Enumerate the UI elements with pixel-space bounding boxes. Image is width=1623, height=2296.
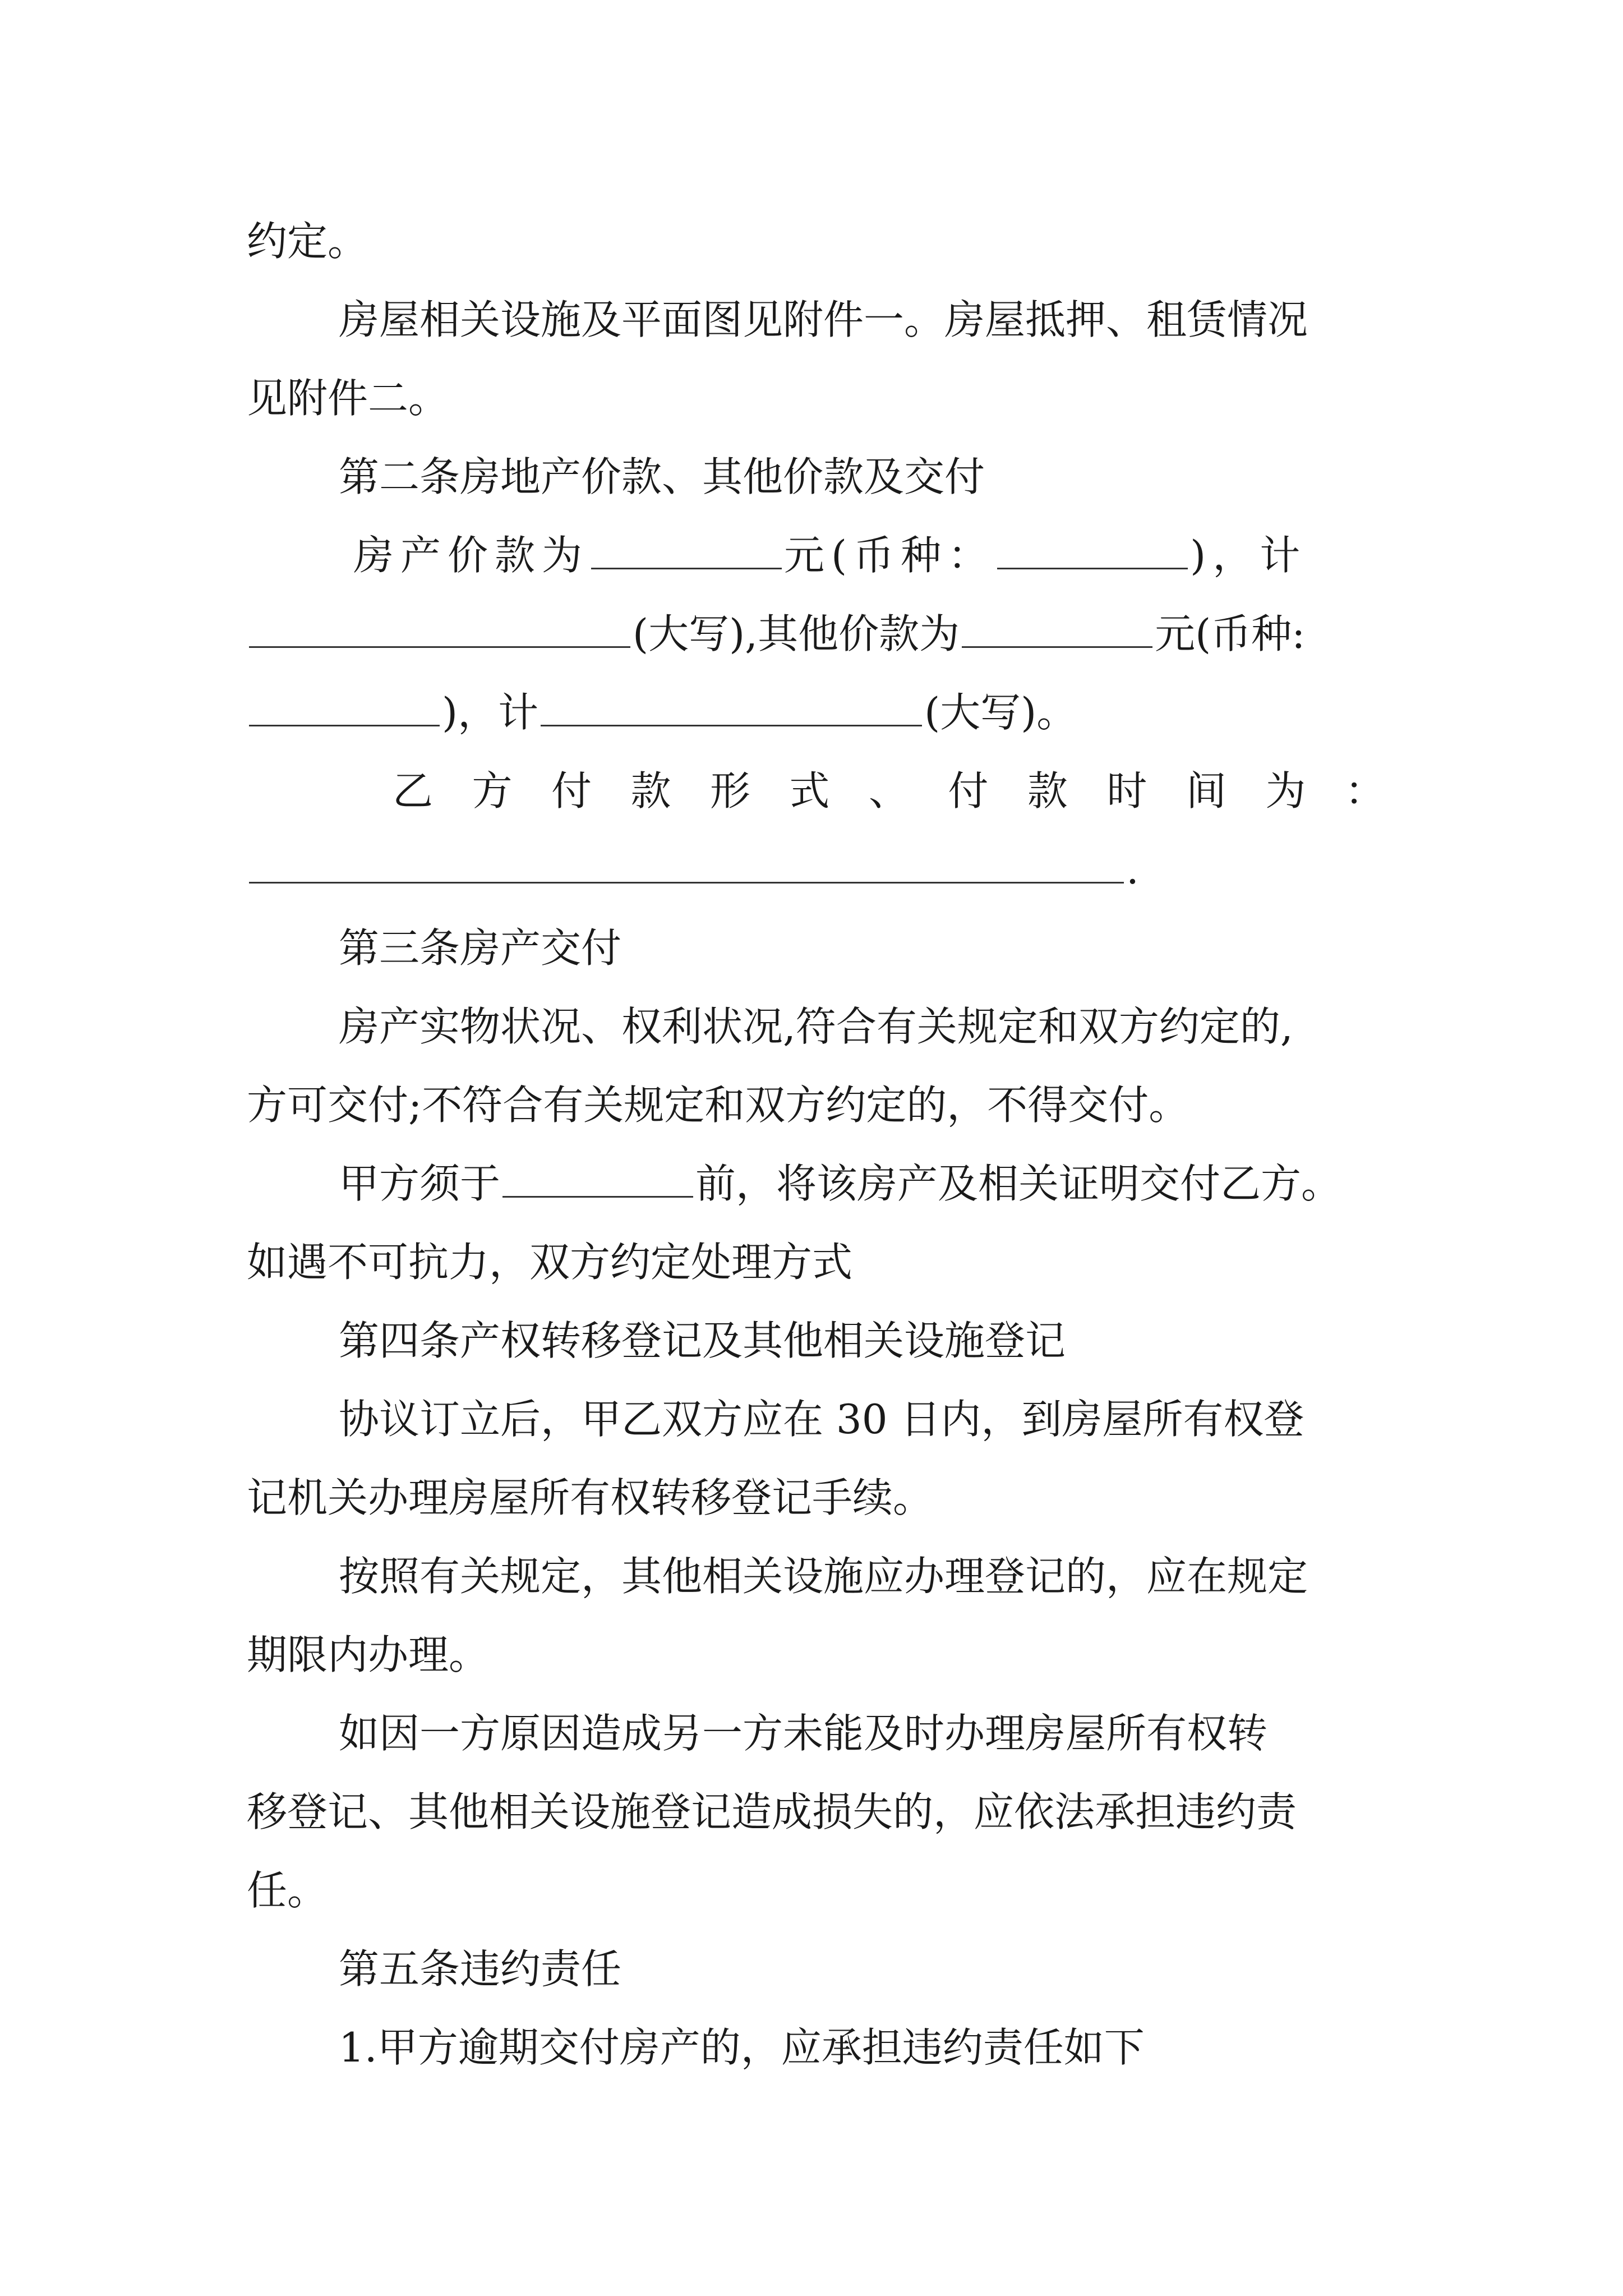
char: 、: [868, 767, 909, 815]
other-price-label: (大写),其他价款为: [633, 610, 960, 657]
currency-label: 元(币种:: [1155, 610, 1306, 657]
capital-amount-blank: [249, 599, 630, 648]
char: 款: [1027, 767, 1068, 815]
delivery-line: [339, 1144, 1385, 1223]
char: 方: [472, 767, 513, 815]
payment-method-line: [247, 752, 1385, 830]
price-line: [353, 516, 1400, 595]
paragraph-line: 按照有关规定，其他相关设施应办理登记的，应在规定: [339, 1553, 1308, 1600]
paragraph-line: 记机关办理房屋所有权转移登记手续。: [247, 1474, 934, 1521]
paragraph-line: 约定。: [247, 218, 368, 265]
total-label: )，计: [1190, 532, 1307, 579]
paragraph-line: 房产实物状况、权利状况,符合有关规定和双方约定的,: [339, 1003, 1293, 1050]
paragraph-line: 房屋相关设施及平面图见附件一。房屋抵押、租赁情况: [339, 296, 1308, 343]
paragraph-line: 见附件二。: [247, 375, 449, 422]
char: 付: [948, 767, 989, 815]
price-label: 房产价款为: [353, 532, 589, 579]
section-heading: 第四条产权转移登记及其他相关设施登记: [339, 1317, 1066, 1364]
section-heading: 第五条违约责任: [339, 1945, 622, 1993]
capital-amount-blank: [541, 678, 922, 726]
delivery-date-blank: [502, 1149, 693, 1198]
currency-blank: [249, 678, 440, 726]
section-heading: 第二条房地产价款、其他价款及交付: [339, 453, 985, 500]
currency-blank: [997, 521, 1188, 569]
paragraph-line: 移登记、其他相关设施登记造成损失的，应依法承担违约责: [247, 1788, 1297, 1835]
price-amount-blank: [591, 521, 782, 569]
delivery-label: 甲方须于: [339, 1160, 501, 1207]
paragraph-line: 如因一方原因造成另一方未能及时办理房屋所有权转: [339, 1710, 1268, 1757]
total-label: )，计: [442, 689, 539, 736]
period: .: [1126, 846, 1139, 893]
paragraph-line: 方可交付;不符合有关规定和双方约定的，不得交付。: [247, 1082, 1189, 1129]
other-price-blank: [962, 599, 1152, 648]
delivery-text: 前，将该房产及相关证明交付乙方。: [695, 1160, 1342, 1207]
char: ：: [1344, 767, 1385, 815]
capital-label: (大写)。: [924, 689, 1077, 736]
char: 款: [630, 767, 671, 815]
section-heading: 第三条房产交付: [339, 924, 622, 972]
paragraph-line: 协议订立后，甲乙双方应在 30 日内，到房屋所有权登: [339, 1396, 1304, 1443]
char: 付: [551, 767, 592, 815]
price-line: [247, 673, 1385, 752]
paragraph-line: 如遇不可抗力，双方约定处理方式: [247, 1239, 853, 1286]
paragraph-line: 1.甲方逾期交付房产的，应承担违约责任如下: [339, 2024, 1145, 2071]
payment-method-blank-line: [247, 830, 1385, 909]
char: 式: [789, 767, 830, 815]
char: 乙: [393, 767, 434, 815]
char: 为: [1265, 767, 1306, 815]
char: 时: [1106, 767, 1147, 815]
payment-method-blank: [249, 835, 1124, 884]
char: 形: [709, 767, 750, 815]
char: 间: [1186, 767, 1227, 815]
currency-label: 元(币种：: [784, 532, 995, 579]
paragraph-line: 期限内办理。: [247, 1631, 490, 1678]
paragraph-line: 任。: [247, 1867, 328, 1914]
price-line: [247, 595, 1385, 673]
